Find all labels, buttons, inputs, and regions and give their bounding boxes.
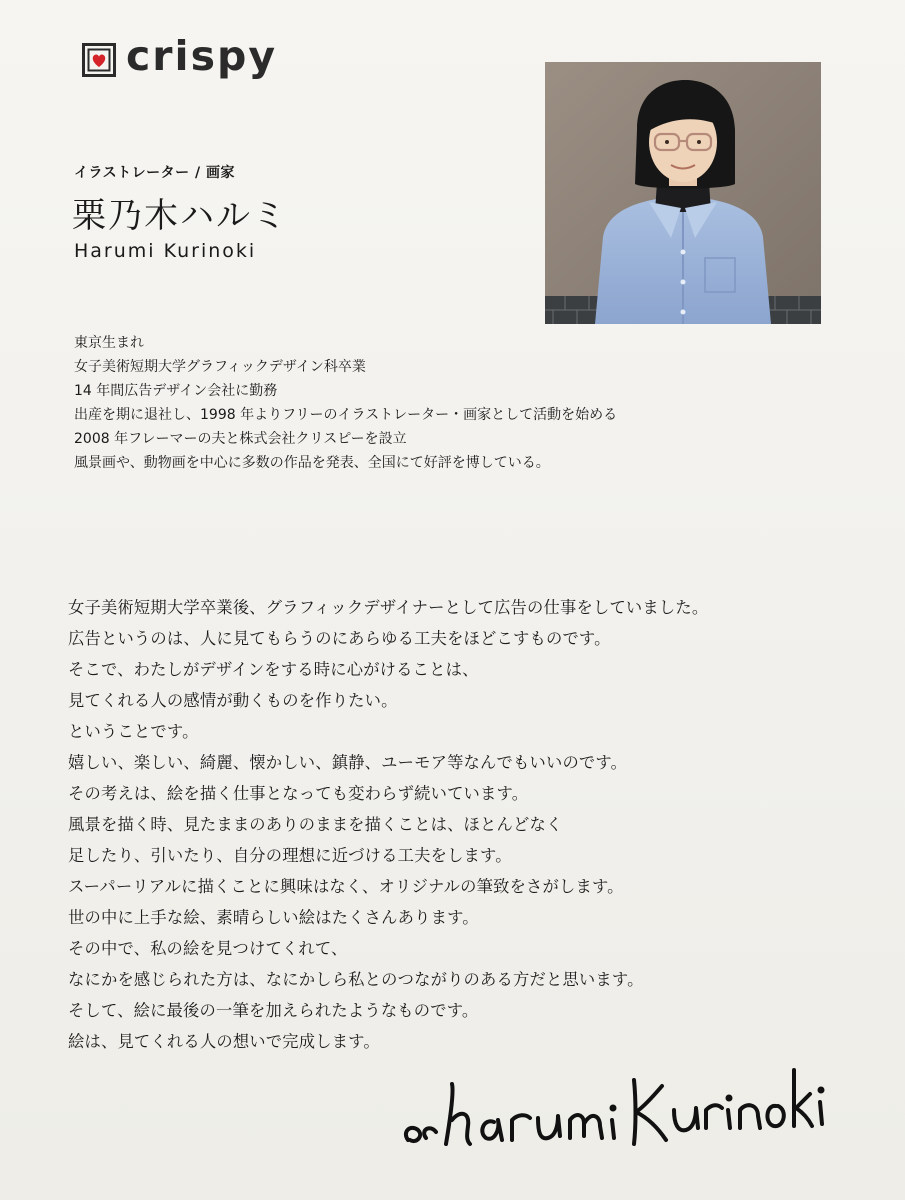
statement-line: 絵は、見てくれる人の想いで完成します。: [68, 1032, 380, 1051]
portrait-illustration: [545, 62, 821, 324]
statement-line: ということです。: [68, 722, 199, 741]
brand-name: crispy: [126, 32, 278, 80]
bio-line: 出産を期に退社し、1998 年よりフリーのイラストレーター・画家として活動を始める: [74, 407, 618, 423]
statement-line: そこで、わたしがデザインをする時に心がけることは、: [68, 660, 479, 679]
bio-line: 2008 年フレーマーの夫と株式会社クリスピーを設立: [74, 431, 407, 447]
portrait-photo: [545, 62, 821, 324]
statement-line: 見てくれる人の感情が動くものを作りたい。: [68, 691, 398, 710]
statement-line: 女子美術短期大学卒業後、グラフィックデザイナーとして広告の仕事をしていました。: [68, 598, 709, 617]
brand-logo: [82, 32, 278, 80]
artist-statement: [68, 592, 708, 1057]
heart-frame-icon: [82, 43, 116, 77]
bio-line: 風景画や、動物画を中心に多数の作品を発表、全国にて好評を博している。: [74, 455, 550, 471]
statement-line: スーパーリアルに描くことに興味はなく、オリジナルの筆致をさがします。: [68, 877, 624, 896]
bio-list: [74, 331, 617, 475]
statement-line: 広告というのは、人に見てもらうのにあらゆる工夫をほどこすものです。: [68, 629, 611, 648]
artist-name-en: Harumi Kurinoki: [74, 240, 257, 262]
role-label: イラストレーター / 画家: [74, 165, 235, 181]
statement-line: 風景を描く時、見たままのありのままを描くことは、ほとんどなく: [68, 815, 563, 834]
statement-line: 足したり、引いたり、自分の理想に近づける工夫をします。: [68, 846, 512, 865]
artist-name-jp: 栗乃木ハルミ: [72, 196, 288, 236]
statement-line: 嬉しい、楽しい、綺麗、懐かしい、鎮静、ユーモア等なんでもいいのです。: [68, 753, 628, 772]
statement-line: その考えは、絵を描く仕事となっても変わらず続いています。: [68, 784, 529, 803]
handwritten-signature: [398, 1040, 838, 1170]
bio-line: 東京生まれ: [74, 335, 144, 351]
statement-line: 世の中に上手な絵、素晴らしい絵はたくさんあります。: [68, 908, 479, 927]
bio-line: 女子美術短期大学グラフィックデザイン科卒業: [74, 359, 366, 375]
statement-line: そして、絵に最後の一筆を加えられたようなものです。: [68, 1001, 479, 1020]
statement-line: その中で、私の絵を見つけてくれて、: [68, 939, 348, 958]
statement-line: なにかを感じられた方は、なにかしら私とのつながりのある方だと思います。: [68, 970, 644, 989]
bio-line: 14 年間広告デザイン会社に勤務: [74, 383, 278, 399]
